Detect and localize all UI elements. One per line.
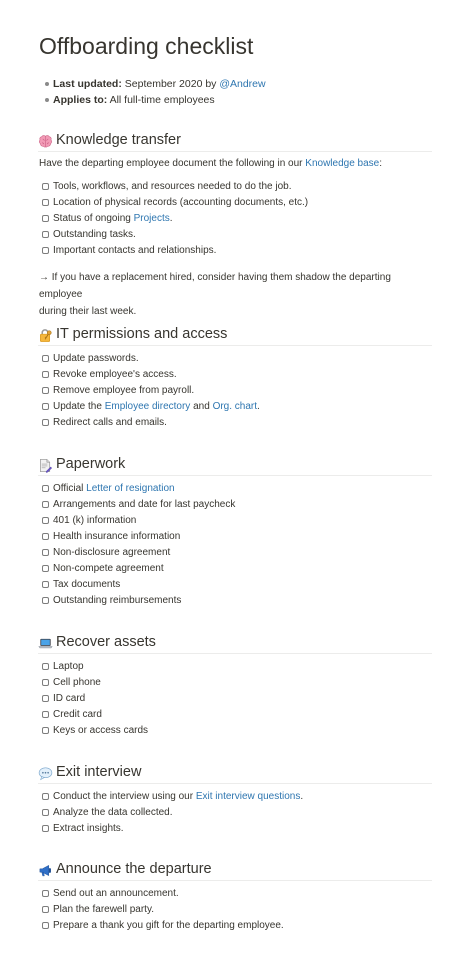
checklist-item[interactable] <box>38 789 432 805</box>
section-title: Recover assets <box>56 634 156 650</box>
checkbox[interactable] <box>42 727 49 734</box>
bullet-icon <box>45 98 49 102</box>
section-title: Announce the departure <box>56 861 212 877</box>
last-updated-label: Last updated: <box>53 78 122 90</box>
checklist-item[interactable] <box>38 243 432 259</box>
item-text: 401 (k) information <box>53 515 137 526</box>
section-title: Exit interview <box>56 764 142 780</box>
checkbox[interactable] <box>42 247 49 254</box>
item-text: Redirect calls and emails. <box>53 417 167 428</box>
item-text: Non-compete agreement <box>53 563 164 574</box>
checkbox[interactable] <box>42 355 49 362</box>
letter-of-resignation-link[interactable]: Letter of resignation <box>86 483 175 494</box>
item-text-part: and <box>193 401 210 412</box>
item-text: Outstanding tasks. <box>53 229 136 240</box>
item-text <box>53 481 175 497</box>
item-text: Extract insights. <box>53 823 124 834</box>
section-title: Paperwork <box>56 456 126 472</box>
item-text: Non-disclosure agreement <box>53 547 171 558</box>
item-text: Outstanding reimbursements <box>53 595 182 606</box>
note-line: → If you have a replacement hired, consider having them shadow the departing employee <box>39 272 391 300</box>
checklist-item[interactable] <box>38 902 432 918</box>
item-text: Important contacts and relationships. <box>53 245 217 256</box>
checkbox[interactable] <box>42 533 49 540</box>
checklist-item[interactable] <box>38 723 432 739</box>
checklist-item[interactable] <box>38 707 432 723</box>
checklist-item[interactable] <box>38 675 432 691</box>
item-text <box>53 399 260 415</box>
item-text-part: . <box>300 791 304 802</box>
checklist-item[interactable] <box>38 545 432 561</box>
item-text: Laptop <box>53 661 84 672</box>
item-text <box>53 211 173 227</box>
checklist-item[interactable] <box>38 227 432 243</box>
item-text: Keys or access cards <box>53 725 149 736</box>
page-title: Offboarding checklist <box>39 33 254 59</box>
speech-bubble-icon <box>38 766 53 781</box>
checkbox[interactable] <box>42 906 49 913</box>
item-text: Update passwords. <box>53 353 139 364</box>
item-text: Analyze the data collected. <box>53 807 173 818</box>
section-heading <box>38 455 432 476</box>
checklist-item[interactable] <box>38 383 432 399</box>
checkbox[interactable] <box>42 517 49 524</box>
checkbox[interactable] <box>42 597 49 604</box>
checklist-item[interactable] <box>38 481 432 497</box>
intro-text: Have the departing employee document the following in our <box>39 158 303 169</box>
section-intro <box>39 156 382 172</box>
item-text-part: Conduct the interview using our <box>53 791 194 802</box>
document-icon <box>38 458 53 473</box>
checkbox[interactable] <box>42 387 49 394</box>
megaphone-icon <box>38 863 53 878</box>
checkbox[interactable] <box>42 711 49 718</box>
applies-to-label: Applies to: <box>53 94 108 106</box>
item-text: Tax documents <box>53 579 121 590</box>
checklist-item[interactable] <box>38 497 432 513</box>
checkbox[interactable] <box>42 215 49 222</box>
brain-icon <box>38 134 53 149</box>
org-chart-link[interactable]: Org. chart <box>212 401 258 412</box>
applies-to-value: All full-time employees <box>109 94 215 106</box>
employee-directory-link[interactable]: Employee directory <box>104 401 191 412</box>
section-heading <box>38 325 432 346</box>
checkbox[interactable] <box>42 565 49 572</box>
checklist-item[interactable] <box>38 195 432 211</box>
laptop-icon <box>38 636 53 651</box>
item-text: Prepare a thank you gift for the departing employee. <box>53 920 284 931</box>
checklist-item[interactable] <box>38 691 432 707</box>
checkbox[interactable] <box>42 922 49 929</box>
checkbox[interactable] <box>42 695 49 702</box>
checkbox[interactable] <box>42 663 49 670</box>
checkbox[interactable] <box>42 825 49 832</box>
item-text: Revoke employee's access. <box>53 369 177 380</box>
checkbox[interactable] <box>42 581 49 588</box>
checklist-item[interactable] <box>38 918 432 934</box>
section-heading <box>38 633 432 654</box>
checklist-item[interactable] <box>38 659 432 675</box>
checkbox[interactable] <box>42 403 49 410</box>
bullet-icon <box>45 82 49 86</box>
item-text-part: Update the <box>53 401 102 412</box>
exit-interview-questions-link[interactable]: Exit interview questions <box>195 791 301 802</box>
item-text: Credit card <box>53 709 102 720</box>
item-text <box>53 789 303 805</box>
checklist-item[interactable] <box>38 211 432 227</box>
item-text: Location of physical records (accounting documents, etc.) <box>53 197 309 208</box>
item-text: Send out an announcement. <box>53 888 179 899</box>
section-heading <box>38 131 432 152</box>
checklist-item[interactable] <box>38 561 432 577</box>
knowledge-base-link[interactable]: Knowledge base <box>305 158 380 169</box>
item-text: Tools, workflows, and resources needed to do the job. <box>53 181 292 192</box>
checkbox[interactable] <box>42 183 49 190</box>
checklist-item[interactable] <box>38 886 432 902</box>
checkbox[interactable] <box>42 809 49 816</box>
checkbox[interactable] <box>42 501 49 508</box>
checkbox[interactable] <box>42 793 49 800</box>
checkbox[interactable] <box>42 485 49 492</box>
projects-link[interactable]: Projects <box>133 213 170 224</box>
checkbox[interactable] <box>42 199 49 206</box>
note-line: during their last week. <box>39 306 137 317</box>
checklist-item[interactable] <box>38 821 432 837</box>
item-text-part: Status of ongoing <box>53 213 131 224</box>
item-text: Health insurance information <box>53 531 181 542</box>
item-text-part: Official <box>53 483 84 494</box>
section-note <box>39 269 429 320</box>
user-mention-link[interactable]: @Andrew <box>219 78 266 90</box>
item-text: Cell phone <box>53 677 101 688</box>
checkbox[interactable] <box>42 371 49 378</box>
checklist-item[interactable] <box>38 593 432 609</box>
checkbox[interactable] <box>42 549 49 556</box>
checkbox[interactable] <box>42 679 49 686</box>
checklist-item[interactable] <box>38 577 432 593</box>
checklist-item[interactable] <box>38 367 432 383</box>
section-heading <box>38 860 432 881</box>
section-heading <box>38 763 432 784</box>
checkbox[interactable] <box>42 419 49 426</box>
last-updated-value: September 2020 by <box>124 78 217 90</box>
lock-with-key-icon <box>38 328 53 343</box>
checkbox[interactable] <box>42 231 49 238</box>
checklist-item[interactable] <box>38 351 432 367</box>
checklist-item[interactable] <box>38 805 432 821</box>
item-text-part: . <box>169 213 173 224</box>
checklist-item[interactable] <box>38 529 432 545</box>
checklist-item[interactable] <box>38 399 432 415</box>
item-text: Plan the farewell party. <box>53 904 154 915</box>
item-text-part: . <box>257 401 260 412</box>
checklist-item[interactable] <box>38 513 432 529</box>
section-title: IT permissions and access <box>56 326 228 342</box>
intro-punctuation: : <box>379 158 383 169</box>
checklist-item[interactable] <box>38 415 432 431</box>
item-text: Arrangements and date for last paycheck <box>53 499 236 510</box>
item-text: Remove employee from payroll. <box>53 385 195 396</box>
checklist-item[interactable] <box>38 179 432 195</box>
checkbox[interactable] <box>42 890 49 897</box>
section-title: Knowledge transfer <box>56 132 181 148</box>
item-text: ID card <box>53 693 86 704</box>
